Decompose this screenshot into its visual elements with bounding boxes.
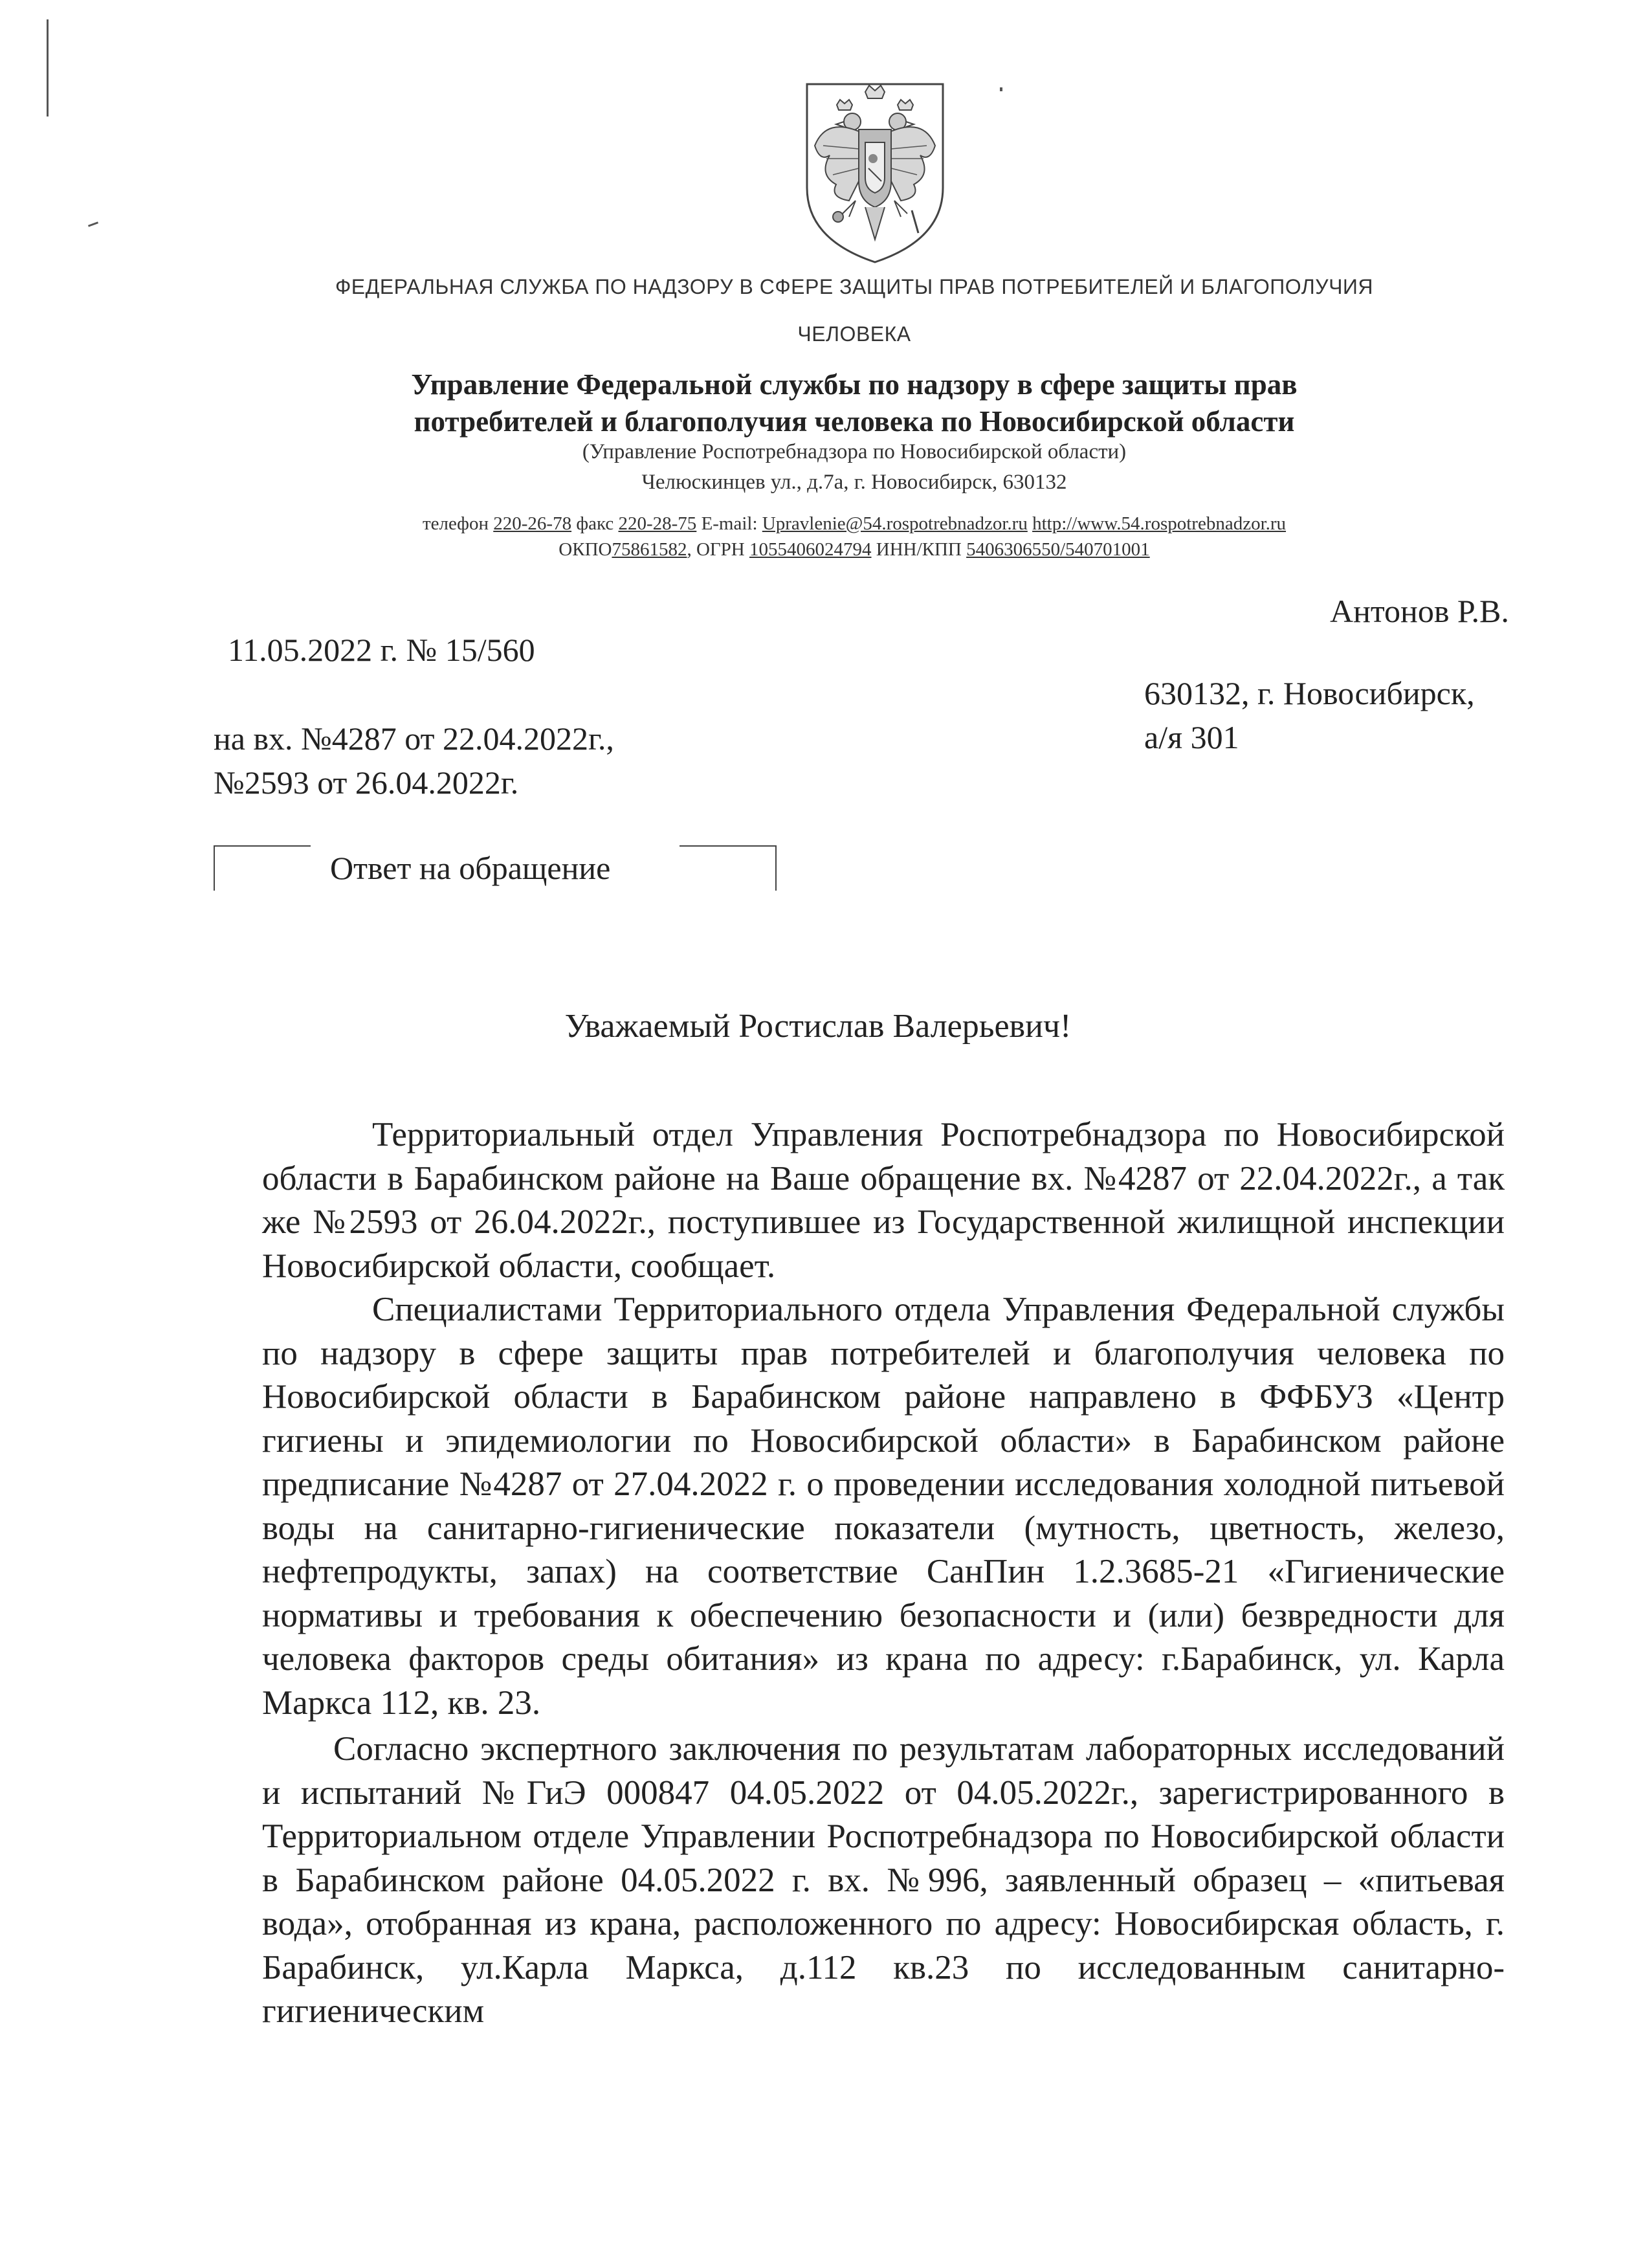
website-link[interactable]: http://www.54.rospotrebnadzor.ru bbox=[1032, 513, 1287, 534]
subject-box bbox=[214, 845, 777, 892]
email-label: E-mail: bbox=[701, 513, 758, 534]
reference-line-1: на вх. №4287 от 22.04.2022г., bbox=[214, 720, 614, 757]
department-name-line-1: Управление Федеральной службы по надзору в сфере защиты прав bbox=[411, 368, 1298, 401]
okpo-label: ОКПО bbox=[558, 539, 612, 560]
ogrn-value: 1055406024794 bbox=[749, 539, 872, 560]
salutation: Уважаемый Ростислав Валерьевич! bbox=[564, 1008, 1072, 1045]
scan-dot-mark bbox=[1000, 87, 1002, 91]
fax-label: факс bbox=[576, 513, 614, 534]
department-address: Челюскинцев ул., д.7а, г. Новосибирск, 630132 bbox=[641, 471, 1067, 494]
body-paragraph: Территориальный отдел Управления Роспотребнадзора по Новосибирской области в Барабинском районе на Ваше обращение вх. №4287 от 22.04.2022г., а так же №2593 от 26.04.2022г., поступившее из Государственной жилищной инспекции Новосибирской области, сообщает. bbox=[262, 1116, 1505, 1285]
document-date-number: 11.05.2022 г. № 15/560 bbox=[228, 632, 535, 668]
department-short-name: (Управление Роспотребнадзора по Новосибирской области) bbox=[582, 440, 1127, 463]
scan-dash-mark bbox=[88, 221, 98, 227]
department-name-line-2: потребителей и благополучия человека по Новосибирской области bbox=[414, 405, 1295, 438]
phone-label: телефон bbox=[422, 513, 489, 534]
recipient-name: Антонов Р.В. bbox=[1330, 593, 1509, 629]
agency-name-line-2: ЧЕЛОВЕКА bbox=[797, 322, 911, 346]
coat-of-arms-emblem bbox=[801, 78, 949, 265]
agency-name-line-1: ФЕДЕРАЛЬНАЯ СЛУЖБА ПО НАДЗОРУ В СФЕРЕ ЗАЩИТЫ ПРАВ ПОТРЕБИТЕЛЕЙ И БЛАГОПОЛУЧИЯ bbox=[335, 275, 1374, 298]
email-link[interactable]: Upravlenie@54.rospotrebnadzor.ru bbox=[762, 513, 1028, 534]
body-paragraph: Согласно экспертного заключения по результатам лабораторных исследований и испытаний №ГиЭ 000847 04.05.2022 от 04.05.2022г., зарегистрированного в Территориальном отделе Управлении Роспотребнадзора по Новосибирской области в Барабинском районе 04.05.2022 г. вх. №996, заявленный образец – «питьевая вода», отобранная из крана, расположенного по адресу: Новосибирская область, г. Барабинск, ул.Карла Маркса, д.112 кв.23 по исследованным санитарно-гигиеническим bbox=[262, 1730, 1505, 2030]
inn-kpp-label: ИНН/КПП bbox=[876, 539, 962, 560]
reference-line-2: №2593 от 26.04.2022г. bbox=[214, 764, 519, 801]
scan-margin-mark bbox=[47, 19, 49, 117]
ogrn-label: ОГРН bbox=[696, 539, 745, 560]
inn-kpp-value: 5406306550/540701001 bbox=[966, 539, 1150, 560]
subject-text: Ответ на обращение bbox=[330, 850, 611, 886]
recipient-address-line-1: 630132, г. Новосибирск, bbox=[1144, 675, 1475, 711]
recipient-address-line-2: а/я 301 bbox=[1144, 719, 1239, 755]
phone-number: 220-26-78 bbox=[493, 513, 572, 534]
registration-codes-line: ОКПО75861582, ОГРН 1055406024794 ИНН/КПП 5406306550/540701001 bbox=[558, 539, 1150, 560]
letter-body bbox=[262, 1113, 1505, 2034]
okpo-value: 75861582 bbox=[612, 539, 687, 560]
contacts-line bbox=[220, 513, 1488, 535]
body-paragraph: Специалистами Территориального отдела Управления Федеральной службы по надзору в сфере защиты прав потребителей и благополучия человека по Новосибирской области в Барабинском районе направлено в ФФБУЗ «Центр гигиены и эпидемиологии по Новосибирской области» в Барабинском районе предписание №4287 от 27.04.2022 г. о проведении исследования холодной питьевой воды на санитарно-гигиенические показатели (мутность, цветность, железо, нефтепродукты, запах) на соответствие СанПин 1.2.3685-21 «Гигиенические нормативы и требования к обеспечению безопасности и (или) безвредности для человека факторов среды обитания» из крана по адресу: г.Барабинск, ул. Карла Маркса 112, кв. 23. bbox=[262, 1291, 1505, 1722]
fax-number: 220-28-75 bbox=[618, 513, 697, 534]
